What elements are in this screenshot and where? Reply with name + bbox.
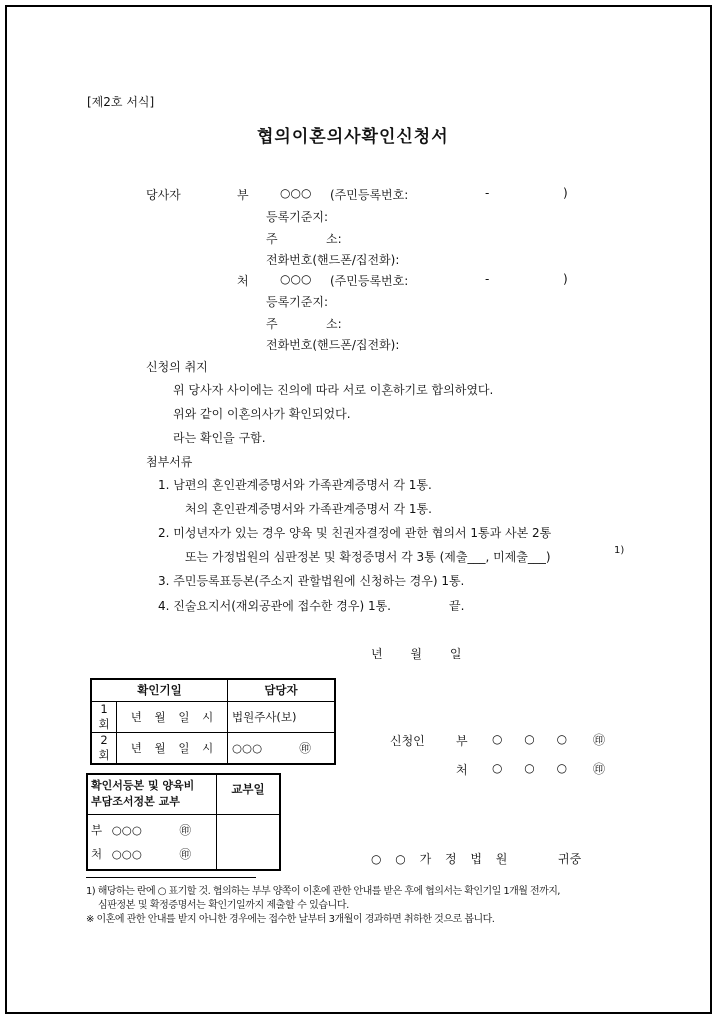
delivery-husband-role: 부 (91, 822, 103, 837)
seal-mark: ㊞ (179, 846, 192, 861)
delivery-row-wife (91, 842, 213, 866)
seal-mark: ㊞ (179, 822, 192, 837)
form-code: [제2호 서식] (87, 95, 155, 109)
round-2-date: 년 월 일 시 (117, 732, 228, 764)
purpose-heading: 신청의 취지 (146, 360, 208, 374)
delivery-table (86, 773, 281, 871)
husband-id-dash: - (485, 186, 490, 200)
attachment-item: 1. 남편의 혼인관계증명서와 가족관계증명서 각 1통. (158, 478, 432, 492)
applicant-husband-name: ○ ○ ○ (492, 732, 568, 746)
court-name: ○ ○ 가 정 법 원 (371, 852, 508, 866)
husband-address-label-2: 소: (326, 232, 342, 246)
wife-id-dash: - (485, 272, 490, 286)
form-title: 협의이혼의사확인신청서 (257, 127, 449, 147)
delivery-husband-name: ○○○ (111, 822, 142, 837)
parties-label: 당사자 (146, 188, 181, 202)
purpose-line: 라는 확인을 구함. (173, 431, 266, 445)
court-suffix: 귀중 (558, 852, 582, 866)
seal-mark: ㊞ (299, 740, 311, 755)
purpose-line: 위와 같이 이혼의사가 확인되었다. (173, 407, 351, 421)
delivery-header-line1: 확인서등본 및 양육비 (91, 779, 195, 793)
confirmation-table (90, 678, 336, 765)
wife-phone-label: 전화번호(핸드폰/집전화): (266, 338, 400, 352)
wife-registry-label: 등록기준지: (266, 295, 329, 309)
delivery-date-cell (217, 814, 281, 870)
footnote-divider (86, 877, 256, 878)
date-line: 년 월 일 (371, 647, 462, 661)
seal-mark: ㊞ (593, 733, 606, 747)
round-1-staff: 법원주사(보) (228, 701, 336, 732)
delivery-header-line2: 부담조서정본 교부 (91, 795, 180, 809)
attachment-item: 3. 주민등록표등본(주소지 관할법원에 신청하는 경우) 1통. (158, 574, 465, 588)
attachment-item: 2. 미성년자가 있는 경우 양육 및 친권자결정에 관한 협의서 1통과 사본 2통 (158, 526, 552, 540)
husband-role: 부 (237, 188, 249, 202)
attachment-item: 처의 혼인관계증명서와 가족관계증명서 각 1통. (185, 502, 432, 516)
footnote-1-line-2: 심판정본 및 확정증명서는 확인기일까지 제출할 수 있습니다. (98, 900, 349, 911)
end-mark: 끝. (449, 599, 465, 613)
round-1-date: 년 월 일 시 (117, 701, 228, 732)
round-2-staff-cell (228, 732, 336, 764)
purpose-line: 위 당사자 사이에는 진의에 따라 서로 이혼하기로 합의하였다. (173, 383, 494, 397)
delivery-header-cell (87, 774, 217, 814)
husband-phone-label: 전화번호(핸드폰/집전화): (266, 253, 400, 267)
attachments-heading: 첨부서류 (146, 455, 193, 469)
delivery-recipients-cell (87, 814, 217, 870)
wife-address-label-1: 주 (266, 317, 278, 331)
staff-header: 담당자 (228, 679, 336, 701)
wife-address-label-2: 소: (326, 317, 342, 331)
husband-id-close: ) (563, 186, 568, 200)
delivery-date-header: 교부일 (217, 774, 281, 814)
footnote-1-line-1: 1) 해당하는 란에 ○ 표기할 것. 협의하는 부부 양쪽이 이혼에 관한 안내를 받은 후에 협의서는 확인기일 1개월 전까지, (86, 886, 560, 897)
applicant-label: 신청인 (390, 734, 425, 748)
delivery-wife-name: ○○○ (111, 846, 142, 861)
wife-name: ○○○ (280, 272, 312, 286)
husband-name: ○○○ (280, 186, 312, 200)
footnote-2: ※ 이혼에 관한 안내를 받지 아니한 경우에는 접수한 날부터 3개월이 경과하면 취하한 것으로 봅니다. (86, 914, 495, 925)
round-2-label: 2회 (91, 732, 117, 764)
confirm-date-header: 확인기일 (91, 679, 228, 701)
wife-id-label: (주민등록번호: (330, 274, 409, 288)
husband-address-label-1: 주 (266, 232, 278, 246)
delivery-wife-role: 처 (91, 846, 103, 861)
applicant-wife-name: ○ ○ ○ (492, 761, 568, 775)
round-1-label: 1회 (91, 701, 117, 732)
round-2-staff: ○○○ (232, 740, 263, 755)
husband-id-label: (주민등록번호: (330, 188, 409, 202)
wife-id-close: ) (563, 272, 568, 286)
delivery-row-husband (91, 818, 213, 842)
seal-mark: ㊞ (593, 762, 606, 776)
attachment-item: 4. 진술요지서(재외공관에 접수한 경우) 1통. (158, 599, 391, 613)
attachment-item: 또는 가정법원의 심판정본 및 확정증명서 각 3통 (제출___, 미제출___) (185, 550, 551, 564)
applicant-wife-role: 처 (456, 763, 468, 777)
husband-registry-label: 등록기준지: (266, 210, 329, 224)
footnote-mark: 1) (614, 545, 625, 556)
applicant-husband-role: 부 (456, 734, 468, 748)
wife-role: 처 (237, 274, 249, 288)
